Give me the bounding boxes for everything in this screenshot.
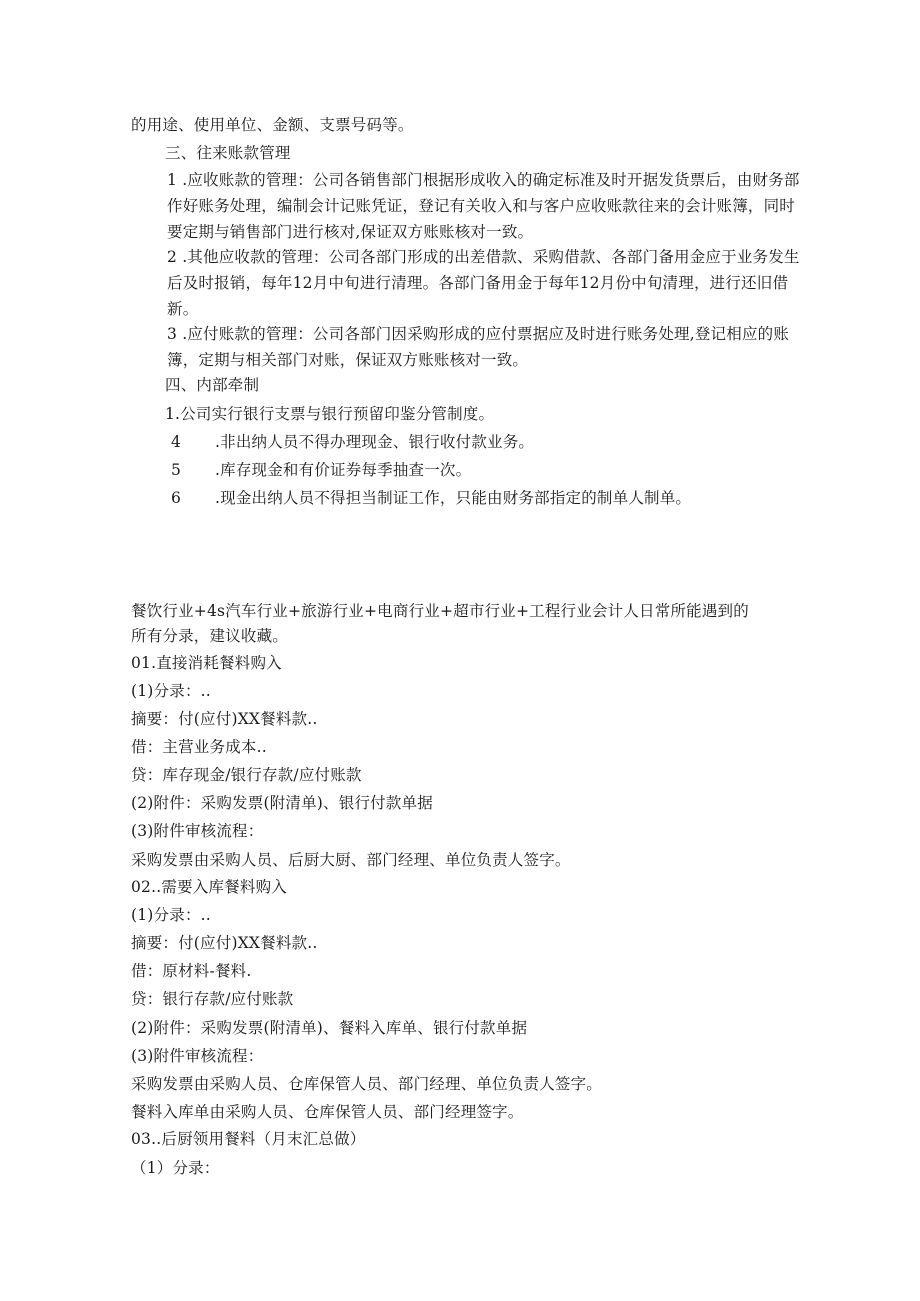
entry-line: 02..需要入库餐料购入 xyxy=(131,878,287,896)
entry-line: 01.直接消耗餐料购入 xyxy=(131,654,282,672)
list-number: 5 xyxy=(171,461,182,479)
list-number: 1. xyxy=(165,405,181,423)
list-item xyxy=(171,459,471,481)
entry-line: （1）分录： xyxy=(131,1159,220,1177)
entry-line: (1)分录：.. xyxy=(131,682,211,700)
entry-line: 借：原材料-餐料. xyxy=(131,962,252,980)
list-text: 公司实行银行支票与银行预留印鉴分管制度。 xyxy=(180,405,495,423)
list-number: 4 xyxy=(171,433,182,451)
entry-line: (3)附件审核流程： xyxy=(131,1047,264,1065)
entry-line: 贷：银行存款/应付账款 xyxy=(131,990,294,1008)
entry-line: (3)附件审核流程： xyxy=(131,822,264,840)
entry-line: 摘要：付(应付)XX餐料款.. xyxy=(131,934,318,952)
entry-line: 摘要：付(应付)XX餐料款.. xyxy=(131,710,318,728)
paragraph-item-3 xyxy=(131,321,801,373)
entry-line: (2)附件：采购发票(附清单)、银行付款单据 xyxy=(131,794,433,812)
entry-line: 采购发票由采购人员、仓库保管人员、部门经理、单位负责人签字。 xyxy=(131,1075,603,1093)
paragraph-item-2 xyxy=(131,244,801,322)
list-text: .非出纳人员不得办理现金、银行收付款业务。 xyxy=(215,433,535,451)
paragraph-text: 2 .其他应收款的管理：公司各部门形成的出差借款、采购借款、各部门备用金应于业务发生后及时报销，每年12月中旬进行清理。各部门备用金于每年12月份中旬清理，进行还旧借新。 xyxy=(167,248,800,318)
entry-line: (1)分录：.. xyxy=(131,906,211,924)
entry-line: 采购发票由采购人员、后厨大厨、部门经理、单位负责人签字。 xyxy=(131,851,571,869)
section-heading-4: 四、内部牵制 xyxy=(165,376,260,394)
intro-line-2: 所有分录，建议收藏。 xyxy=(131,627,289,645)
list-item xyxy=(171,431,534,453)
list-item xyxy=(165,403,494,425)
paragraph-text: 1 .应收账款的管理：公司各销售部门根据形成收入的确定标准及时开据发货票后，由财务部作好账务处理，编制会计记账凭证，登记有关收入和与客户应收账款往来的会计账簿，同时要定期与销售部门进行核对,保证双方账账核对一致。 xyxy=(167,171,800,241)
list-text: .现金出纳人员不得担当制证工作，只能由财务部指定的制单人制单。 xyxy=(215,489,692,507)
continuation-line: 的用途、使用单位、金额、支票号码等。 xyxy=(131,116,414,134)
section-heading-3: 三、往来账款管理 xyxy=(165,144,291,162)
entry-line: 借：主营业务成本.. xyxy=(131,738,267,756)
entry-line: 贷：库存现金/银行存款/应付账款 xyxy=(131,766,362,784)
list-text: .库存现金和有价证券每季抽查一次。 xyxy=(215,461,472,479)
list-item xyxy=(171,487,691,509)
entry-line: (2)附件：采购发票(附清单)、餐料入库单、银行付款单据 xyxy=(131,1019,528,1037)
entry-line: 03..后厨领用餐料（月末汇总做） xyxy=(131,1130,366,1148)
entry-line: 餐料入库单由采购人员、仓库保管人员、部门经理签字。 xyxy=(131,1103,524,1121)
intro-line-1: 餐饮行业+4s汽车行业+旅游行业+电商行业+超市行业+工程行业会计人日常所能遇到的 xyxy=(131,602,749,620)
paragraph-text: 3 .应付账款的管理：公司各部门因采购形成的应付票据应及时进行账务处理,登记相应的账簿，定期与相关部门对账，保证双方账账核对一致。 xyxy=(167,325,790,369)
list-number: 6 xyxy=(171,489,182,507)
paragraph-item-1 xyxy=(131,167,801,245)
